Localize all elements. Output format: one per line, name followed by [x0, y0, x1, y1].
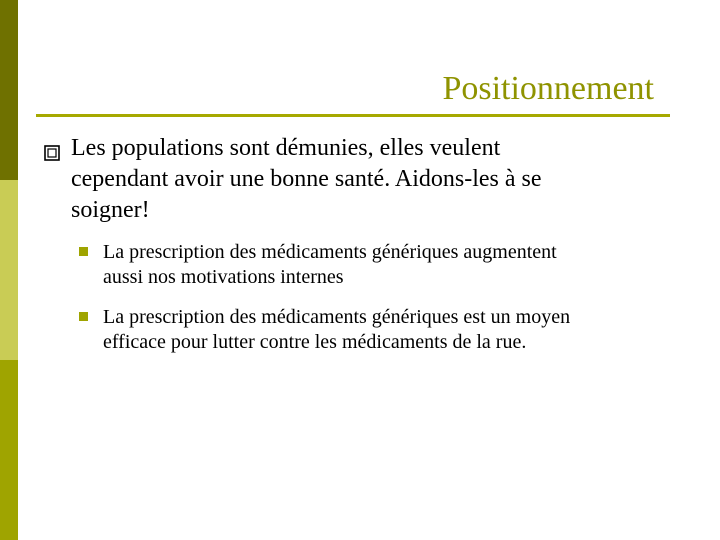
sub-bullet-1: [79, 240, 679, 290]
bullet-level1-line: Les populations sont démunies, elles veulent: [71, 135, 501, 161]
title-underline-rule: [36, 114, 670, 117]
slide-title: Positionnement: [442, 70, 654, 107]
sub-bullet-line: La prescription des médicaments génériques est un moyen: [103, 306, 571, 328]
bullet-level1-text: [71, 133, 664, 226]
sub-bullet-2: [79, 305, 679, 355]
filled-square-bullet-icon: [79, 247, 88, 256]
hollow-square-bullet-icon: [44, 145, 60, 161]
sub-bullet-line: La prescription des médicaments génériques augmentent: [103, 241, 557, 263]
bullet-level1-line: cependant avoir une bonne santé. Aidons-les à se: [71, 166, 542, 192]
bullet-level1: [44, 133, 664, 226]
left-bar-top-segment: [0, 0, 18, 180]
filled-square-bullet-icon: [79, 312, 88, 321]
sub-bullet-line: aussi nos motivations internes: [103, 266, 344, 288]
left-bar-bottom-segment: [0, 360, 18, 540]
sub-bullet-text: [103, 240, 679, 290]
sub-bullet-line: efficace pour lutter contre les médicaments de la rue.: [103, 331, 527, 353]
bullet-level1-line: soigner!: [71, 197, 150, 223]
left-bar-middle-segment: [0, 180, 18, 360]
sub-bullet-text: [103, 305, 679, 355]
